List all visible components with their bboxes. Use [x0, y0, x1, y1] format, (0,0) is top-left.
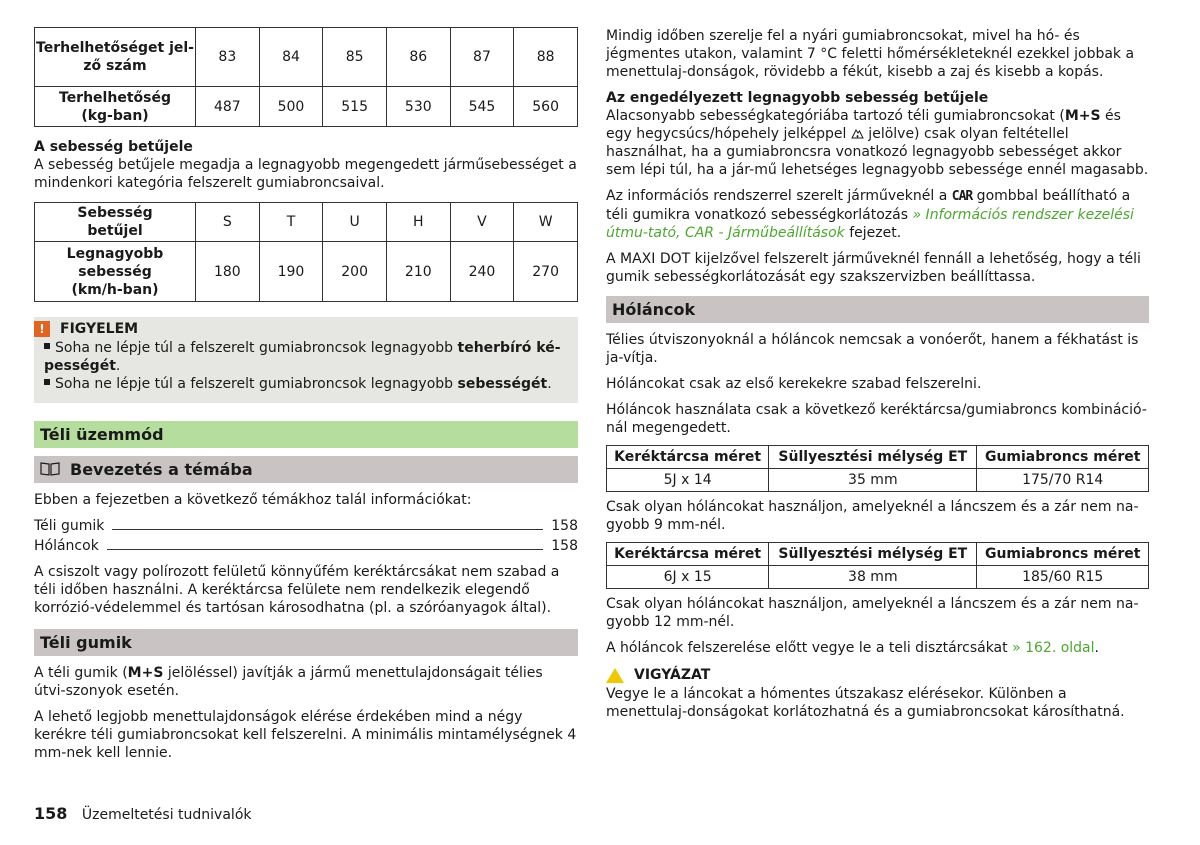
- chapter-title: Üzemeltetési tudnivalók: [81, 807, 252, 823]
- table-header-cell: Gumiabroncs méret: [977, 543, 1149, 566]
- book-icon: [40, 462, 60, 476]
- header-line: (kg-ban): [81, 107, 149, 124]
- table-cell: 185/60 R15: [977, 566, 1149, 589]
- table-cell: 270: [514, 242, 578, 302]
- mountain-snowflake-icon: [851, 127, 864, 139]
- speed-text: A sebesség betűjele megadja a legnagyobb megengedett járműsebességet a mindenkori kategória felszerelt gumiabroncsaival.: [34, 157, 577, 191]
- right-column: [606, 27, 1149, 729]
- table-cell: 87: [450, 28, 514, 87]
- warning-text: Soha ne lépje túl a felszerelt gumiabroncsok legnagyobb: [55, 340, 458, 356]
- caution-triangle-icon: [606, 668, 624, 683]
- paragraph-text: A hóláncok felszerelése előtt vegye le a teli disztárcsákat: [606, 640, 1013, 656]
- table-row: [607, 469, 1149, 492]
- toc-leader: [112, 529, 543, 530]
- header-line: sebesség: [78, 263, 152, 280]
- warning-emphasis: sebességét: [457, 376, 548, 392]
- table-cell: 175/70 R14: [977, 469, 1149, 492]
- load-index-header: [35, 28, 196, 87]
- table-cell: U: [323, 203, 387, 242]
- car-button-label: CAR: [951, 189, 973, 204]
- warning-box: [34, 317, 578, 403]
- table-cell: 86: [386, 28, 450, 87]
- paragraph-text: gombbal beállítható a téli gumikra vonatkozó sebességkorlátozás: [606, 188, 1131, 223]
- caution-title-text: VIGYÁZAT: [634, 667, 711, 683]
- load-header: [35, 87, 196, 127]
- toc-leader: [107, 549, 543, 550]
- table-cell: 88: [514, 28, 578, 87]
- toc-item[interactable]: [34, 515, 578, 535]
- intro-paragraph: A csiszolt vagy polírozott felületű könnyűfém keréktárcsákat nem szabad a téli időben használni. A keréktárcsa felülete nem rendelkezik elegendő korrózió-védelemmel és tartósan károsodhatna (pl. a szóróanyagok által).: [34, 564, 560, 616]
- speed-letter-heading: Az engedélyezett legnagyobb sebesség betűjele: [606, 90, 989, 106]
- section-heading-winter-tyres: Téli gumik: [34, 629, 578, 656]
- table-cell: 210: [386, 242, 450, 302]
- warning-item: [34, 375, 570, 393]
- toc-item[interactable]: [34, 535, 578, 555]
- chains-p6: [606, 639, 1149, 657]
- paragraph-text: Alacsonyabb sebességkategóriába tartozó téli gumiabroncsokat (: [606, 108, 1065, 124]
- table-cell: 84: [259, 28, 323, 87]
- speed-heading: A sebesség betűjele: [34, 139, 193, 155]
- bullet-square-icon: [44, 343, 50, 349]
- table-cell: 240: [450, 242, 514, 302]
- table-cell: 38 mm: [769, 566, 977, 589]
- table-header-cell: Süllyesztési mélység ET: [769, 543, 977, 566]
- table-cell: 500: [259, 87, 323, 127]
- table-header-row: [607, 446, 1149, 469]
- infotainment-manual-link[interactable]: » Információs rendszer kezelési útmu-tató, CAR - Járműbeállítások: [606, 207, 1134, 241]
- chains-table-2: [606, 542, 1149, 589]
- header-line: ző szám: [83, 58, 147, 74]
- table-row: [35, 87, 578, 127]
- section-heading-snow-chains: Hóláncok: [606, 296, 1149, 323]
- car-button-paragraph: [606, 187, 1149, 242]
- table-cell: 35 mm: [769, 469, 977, 492]
- paragraph-text: A téli gumik (: [34, 665, 128, 681]
- winter-tyres-p1: [34, 664, 578, 700]
- table-header-cell: Gumiabroncs méret: [977, 446, 1149, 469]
- warning-text: Soha ne lépje túl a felszerelt gumiabroncsok legnagyobb: [55, 376, 458, 392]
- ms-mark: M+S: [127, 665, 164, 681]
- paragraph-text: fejezet.: [844, 225, 902, 241]
- chains-p3: Hóláncok használata csak a következő keréktárcsa/gumiabroncs kombináció-nál megengedett.: [606, 402, 1147, 436]
- paragraph-text: jelölve) csak olyan feltétellel használhat, ha a gumiabroncsra vonatkozó legnagyobb sebességet akkor sem lépi túl, ha a jár-mű lehetséges legnagyobb sebessége ennél magasabb.: [606, 126, 1149, 178]
- warning-item: [34, 339, 570, 375]
- table-cell: H: [386, 203, 450, 242]
- chains-p2: Hóláncokat csak az első kerekekre szabad felszerelni.: [606, 376, 982, 392]
- load-index-table: [34, 27, 578, 127]
- table-row: [607, 566, 1149, 589]
- table-cell: 530: [386, 87, 450, 127]
- table-cell: 487: [196, 87, 260, 127]
- section-heading-winter: Téli üzemmód: [34, 421, 578, 448]
- table-row: [35, 203, 578, 242]
- header-line: Terhelhetőség: [59, 89, 171, 106]
- header-line: Legnagyobb: [66, 245, 164, 262]
- intro-lead: Ebben a fejezetben a következő témákhoz talál információkat:: [34, 492, 472, 508]
- paragraph-text: Az információs rendszerrel szerelt járműveknél a: [606, 188, 952, 204]
- header-line: Sebesség: [77, 205, 153, 221]
- chains-p5: Csak olyan hóláncokat használjon, amelyeknél a láncszem és a zár nem na-gyobb 12 mm-nél.: [606, 596, 1139, 630]
- toc-label[interactable]: Hóláncok: [34, 538, 99, 554]
- paragraph-text: és egy hegycsúcs/hópehely jelképpel: [606, 108, 1121, 142]
- table-cell: 85: [323, 28, 387, 87]
- table-header-cell: Süllyesztési mélység ET: [769, 446, 977, 469]
- table-cell: 560: [514, 87, 578, 127]
- table-cell: 5J x 14: [607, 469, 769, 492]
- table-cell: 545: [450, 87, 514, 127]
- table-cell: 180: [196, 242, 260, 302]
- table-cell: T: [259, 203, 323, 242]
- table-cell: V: [450, 203, 514, 242]
- toc-page[interactable]: 158: [551, 538, 578, 554]
- table-cell: 83: [196, 28, 260, 87]
- left-column: [34, 27, 578, 770]
- paragraph-text: .: [1094, 640, 1099, 656]
- header-line: (km/h-ban): [71, 281, 159, 298]
- table-cell: 200: [323, 242, 387, 302]
- page-number: 158: [34, 804, 68, 823]
- table-row: [35, 242, 578, 302]
- maxi-dot-paragraph: A MAXI DOT kijelzővel felszerelt járműveknél fennáll a lehetőség, hogy a téli gumik sebességkorlátozását egy szakszervizben beállíttassa.: [606, 251, 1141, 285]
- max-speed-header: [35, 242, 196, 302]
- header-line: Terhelhetőséget jel-: [36, 40, 194, 56]
- page-162-link[interactable]: » 162. oldal: [1012, 640, 1095, 656]
- table-cell: 515: [323, 87, 387, 127]
- header-line: betűjel: [87, 223, 143, 239]
- warning-text: .: [547, 376, 552, 392]
- toc-page[interactable]: 158: [551, 518, 578, 534]
- table-cell: 190: [259, 242, 323, 302]
- speed-letter-paragraph: [606, 107, 1149, 179]
- toc-label[interactable]: Téli gumik: [34, 518, 105, 534]
- intro-heading: [34, 456, 578, 483]
- table-cell: 6J x 15: [607, 566, 769, 589]
- chains-p4: Csak olyan hóláncokat használjon, amelyeknél a láncszem és a zár nem na-gyobb 9 mm-nél.: [606, 499, 1139, 533]
- winter-tyres-p2: A lehető legjobb menettulajdonságok elérése érdekében mind a négy kerékre téli gumiabroncsokat kell felszerelni. A minimális mintamélységnek 4 mm-nek kell lennie.: [34, 709, 577, 761]
- table-cell: W: [514, 203, 578, 242]
- bullet-square-icon: [44, 379, 50, 385]
- speed-letter-header: [35, 203, 196, 242]
- warning-emphasis: teherbíró ké-pességét: [44, 340, 561, 374]
- paragraph-text: jelöléssel) javítják a jármű menettulajdonságait télies útvi-szonyok esetén.: [34, 665, 543, 699]
- warning-title-text: FIGYELEM: [60, 321, 139, 337]
- table-cell: S: [196, 203, 260, 242]
- chains-p1: Télies útviszonyoknál a hóláncok nemcsak a vonóerőt, hanem a fékhatást is ja-vítja.: [606, 332, 1139, 366]
- warning-text: .: [115, 358, 121, 374]
- exclamation-icon: !: [34, 321, 50, 337]
- caution-title: [606, 665, 1149, 685]
- warning-title: [34, 319, 570, 339]
- summer-tyres-paragraph: Mindig időben szerelje fel a nyári gumiabroncsokat, mivel ha hó- és jégmentes utakon, valamint 7 °C feletti hőmérsékleteknél ezekkel jobbak a menettulaj-donságok, rövidebb a fékút, kisebb a zaj és kisebb a kopás.: [606, 28, 1135, 80]
- table-header-cell: Keréktárcsa méret: [607, 543, 769, 566]
- ms-mark: M+S: [1064, 108, 1101, 124]
- intro-title: Bevezetés a témába: [70, 460, 253, 479]
- table-header-row: [607, 543, 1149, 566]
- chains-table-1: [606, 445, 1149, 492]
- caution-text: Vegye le a láncokat a hómentes útszakasz elérésekor. Különben a menettulaj-donságokat korlátozhatná és a gumiabroncsokat károsíthatná.: [606, 686, 1125, 720]
- speed-table: [34, 202, 578, 302]
- table-row: [35, 28, 578, 87]
- page-footer: [34, 805, 252, 824]
- table-header-cell: Keréktárcsa méret: [607, 446, 769, 469]
